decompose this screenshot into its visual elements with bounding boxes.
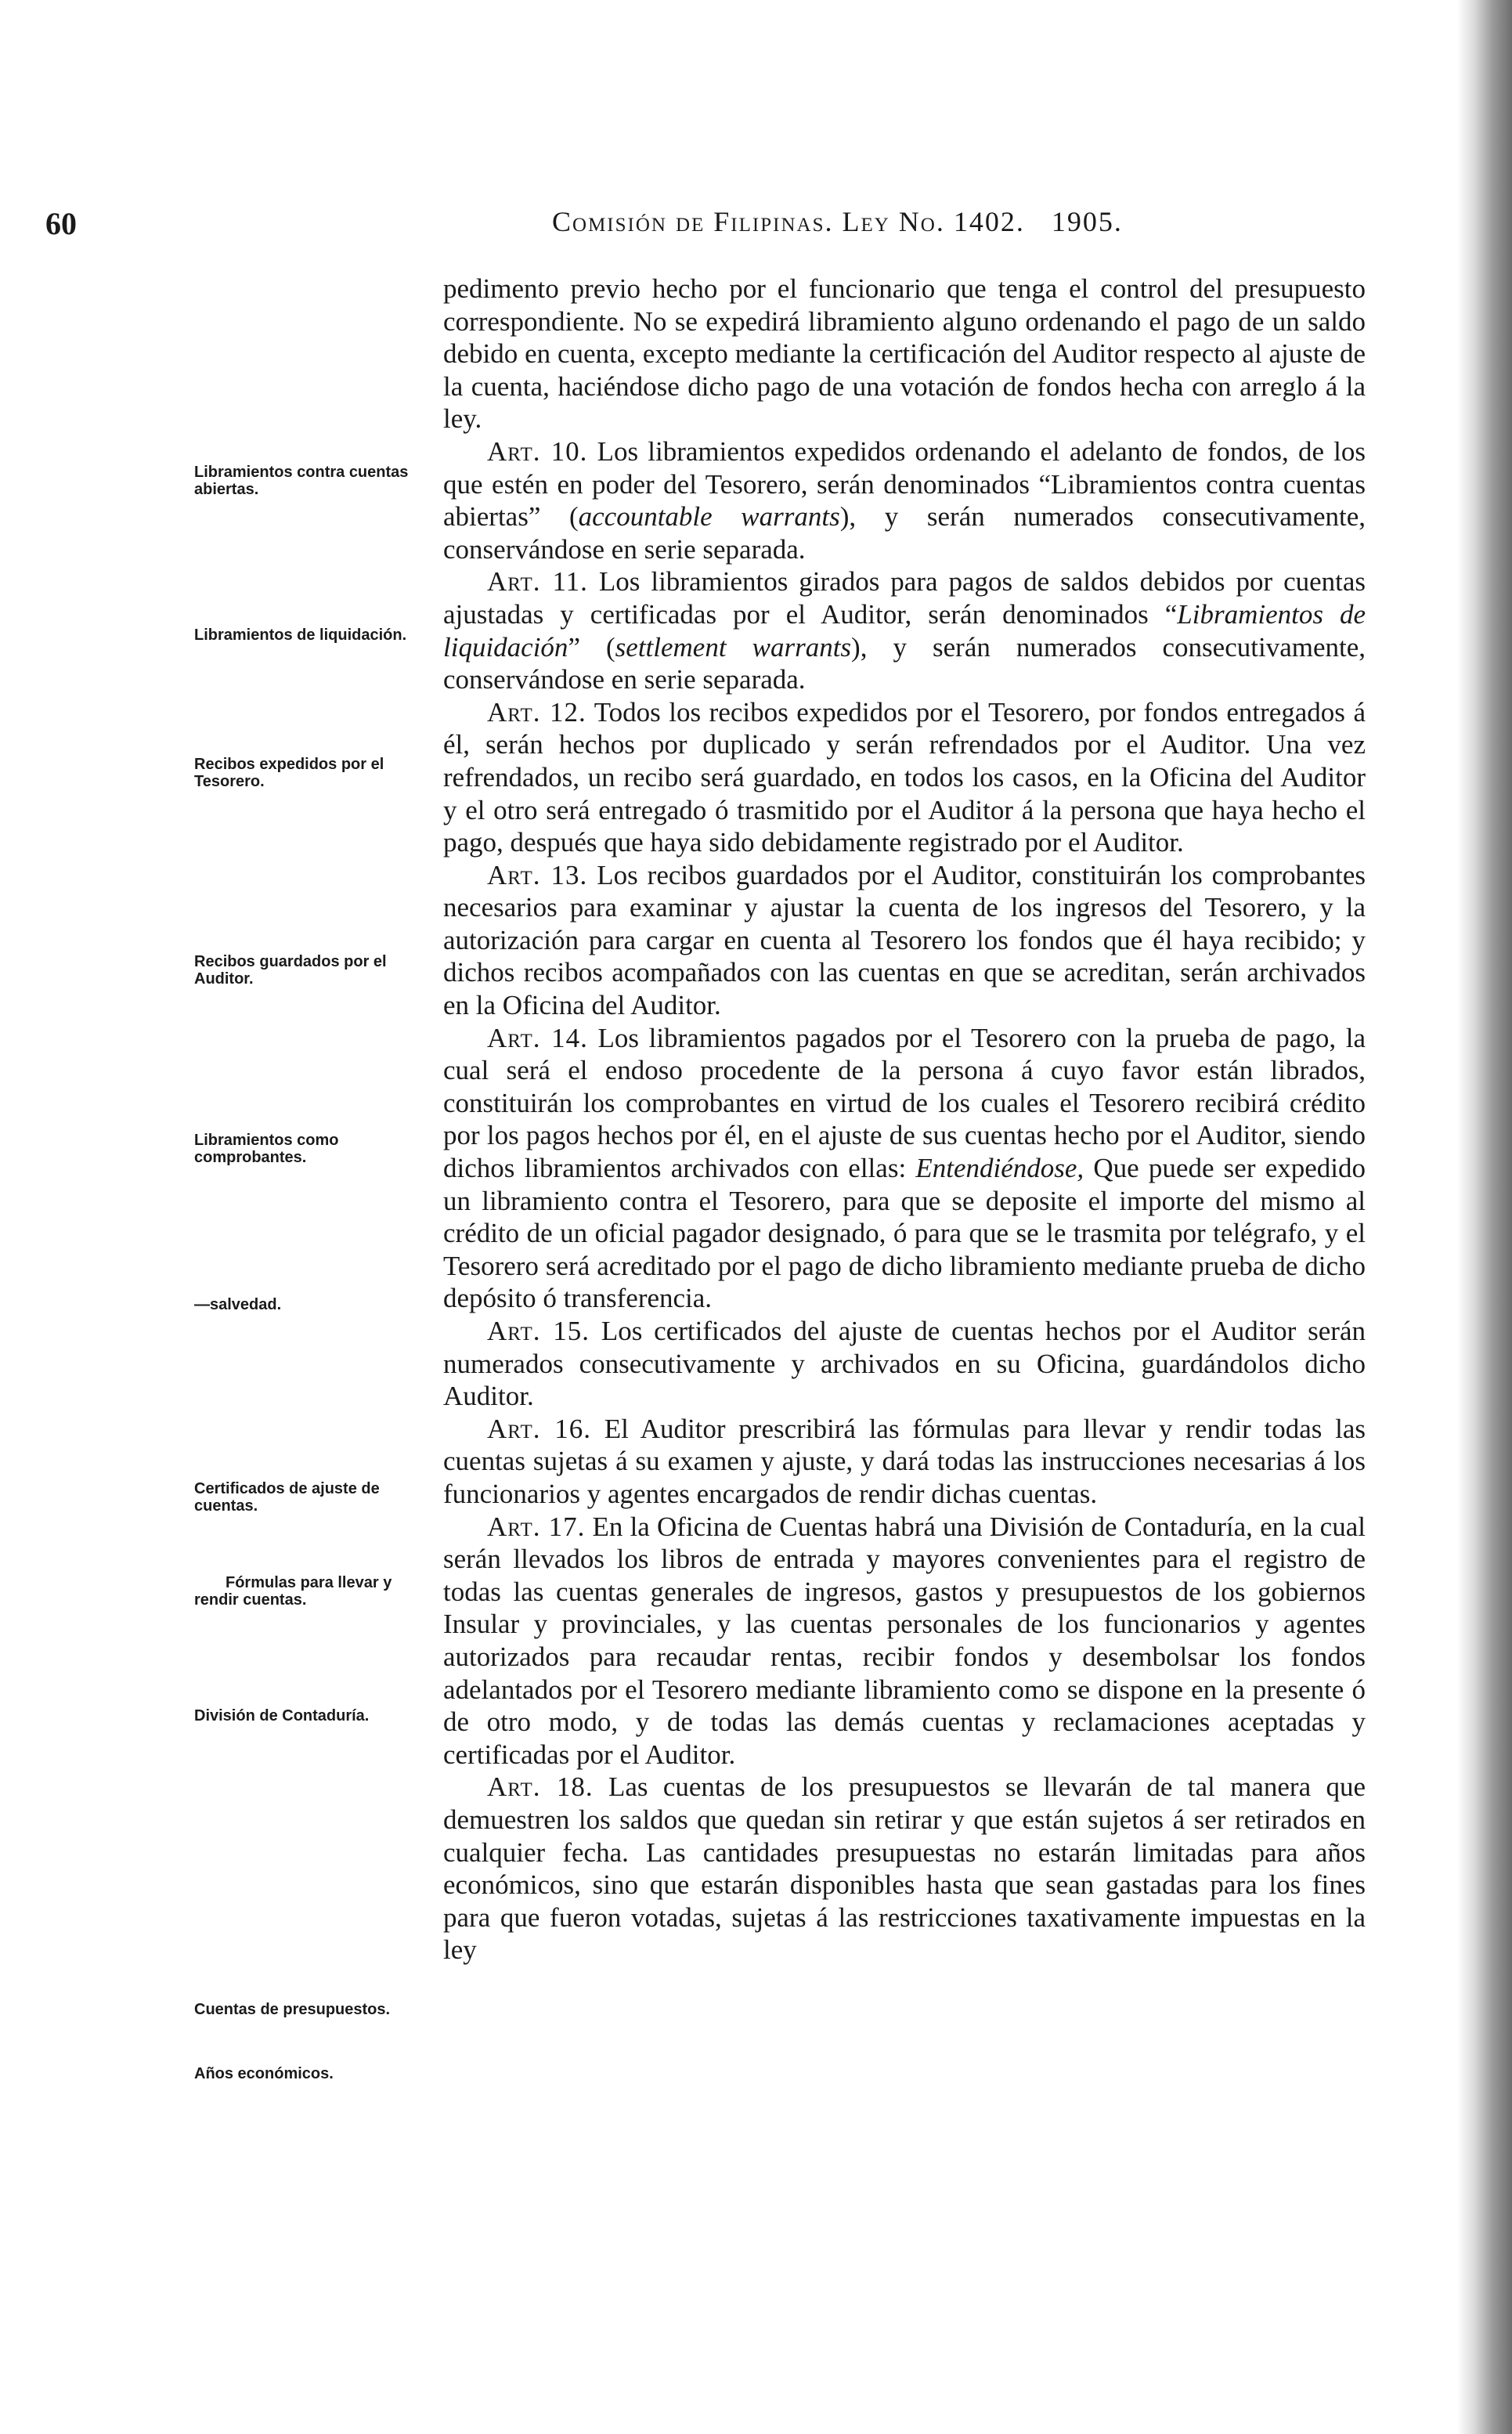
article-11 (443, 565, 1366, 695)
article-label: Art. 10. (487, 435, 588, 467)
italic-term: accountable warrants (578, 501, 840, 533)
page-number: 60 (45, 206, 77, 241)
text-run: ), y serán numerados consecutivamente, conservándose en serie separada. (443, 501, 1366, 565)
article-10 (443, 435, 1366, 565)
text-run: En la Oficina de Cuentas habrá una División de Contaduría, en la cual serán llevados los libros de entrada y mayores convenientes para el registro de todas las cuentas generales de ingresos, gastos y presupuestos de los gobiernos Insular y provinciales, y las cuentas personales de los funcionarios y agentes autorizados para recaudar rentas, recibir fondos y desembolsar los fondos adelantados por el Tesorero mediante libramiento como se dispone en la presente ó de otro modo, y de todas las demás cuentas y reclamaciones aceptadas y certificadas por el Auditor. (443, 1511, 1366, 1770)
article-13 (443, 859, 1366, 1022)
article-label: Art. 18. (487, 1771, 594, 1803)
article-14 (443, 1022, 1366, 1315)
article-label: Art. 11. (487, 566, 588, 598)
text-run: Que puede ser expedido un libramiento contra el Tesorero, para que se deposite el importe del mismo al crédito de un oficial pagador designado, ó para que se le trasmita por telégrafo, y el Tesorero será acreditado por el pago de dicho libramiento mediante prueba de dicho depósito ó transferencia. (443, 1153, 1366, 1314)
running-head-year: 1905. (1051, 206, 1123, 237)
margin-note-libramientos-comprobantes: Libramientos como comprobantes. (194, 1132, 339, 1166)
article-label: Art. 12. (487, 696, 586, 728)
text-run: ), y serán numerados consecutivamente, conservándose en serie separada. (443, 631, 1366, 695)
article-label: Art. 16. (487, 1413, 591, 1444)
margin-note-certificados-ajuste: Certificados de ajuste de cuentas. (194, 1480, 380, 1515)
margin-note-formulas: Fórmulas para llevar y rendir cuentas. (194, 1574, 392, 1609)
article-16 (443, 1413, 1366, 1511)
margin-note-recibos-expedidos: Recibos expedidos por el Tesorero. (194, 756, 384, 790)
article-label: Art. 15. (487, 1316, 590, 1346)
article-label: Art. 13. (487, 859, 588, 890)
margin-note-recibos-guardados: Recibos guardados por el Auditor. (194, 953, 387, 988)
article-label: Art. 14. (487, 1022, 588, 1053)
body-text (443, 273, 1366, 1966)
text-run: Los libramientos expedidos ordenando el adelanto de fondos, de los que estén en poder del Tesorero, serán denominados “Libramientos contra cuentas abiertas” ( (443, 435, 1366, 533)
text-run: Todos los recibos expedidos por el Tesorero, por fondos entregados á él, serán hechos por duplicado y serán refrendados por el Auditor. Una vez refrendados, un recibo será guardado, en todos los casos, en la Oficina del Auditor y el otro será entregado ó trasmitido por el Auditor á la persona que haya hecho el pago, después que haya sido debidamente registrado por el Auditor. (443, 696, 1366, 858)
text-run: El Auditor prescribirá las fórmulas para llevar y rendir todas las cuentas sujetas á su examen y ajuste, y dará todas las instrucciones necesarias á los funcionarios y agentes encargados de rendir dichas cuentas. (443, 1413, 1366, 1509)
running-head (552, 205, 1257, 238)
article-text (443, 1511, 1366, 1770)
article-label: Art. 17. (487, 1511, 586, 1542)
italic-term: Entendiéndose, (915, 1153, 1084, 1184)
article-15 (443, 1315, 1366, 1413)
text-run: Los libramientos girados para pagos de saldos debidos por cuentas ajustadas y certificadas por el Auditor, serán denominados “ (443, 566, 1366, 630)
margin-note-libramientos-liquidacion: Libramientos de liquidación. (194, 627, 407, 644)
margin-note-cuentas-presupuestos: Cuentas de presupuestos. (194, 2001, 391, 2018)
margin-note-division-contaduria: División de Contaduría. (194, 1707, 370, 1724)
scanned-page-edge (1457, 0, 1512, 2434)
article-12 (443, 696, 1366, 859)
running-head-title: Comisión de Filipinas. Ley No. 1402. (552, 206, 1025, 237)
margin-note-salvedad: —salvedad. (194, 1296, 282, 1313)
margin-note-anos-economicos: Años económicos. (194, 2065, 334, 2082)
text-run: Los libramientos pagados por el Tesorero con la prueba de pago, la cual será el endoso procedente de la persona á cuyo favor están librados, constituirán los comprobantes en virtud de los cuales el Tesorero recibirá crédito por los pagos hechos por él, en el ajuste de sus cuentas hecho por el Auditor, siendo dichos libramientos archivados con ellas: (443, 1022, 1366, 1184)
text-run: Los recibos guardados por el Auditor, constituirán los comprobantes necesarios para examinar y ajustar la cuenta de los ingresos del Tesorero, y la autorización para cargar en cuenta al Tesorero los fondos que él haya recibido; y dichos recibos acompañados con las cuentas en que se acreditan, serán archivados en la Oficina del Auditor. (443, 859, 1366, 1021)
article-17 (443, 1511, 1366, 1771)
italic-term: Libramientos de liquidación (443, 598, 1366, 663)
text-run: Los certificados del ajuste de cuentas hechos por el Auditor serán numerados consecutivamente y archivados en su Oficina, guardándolos dicho Auditor. (443, 1316, 1366, 1412)
article-text (443, 1023, 1366, 1314)
margin-note-libramientos-contra-cuentas: Libramientos contra cuentas abiertas. (194, 464, 409, 498)
italic-term: settlement warrants (615, 631, 852, 663)
intro-paragraph: pedimento previo hecho por el funcionario que tenga el control del presupuesto correspondiente. No se expedirá libramiento alguno ordenando el pago de un saldo debido en cuenta, excepto mediante la certificación del Auditor respecto al ajuste de la cuenta, haciéndose dicho pago de una votación de fondos hecha con arreglo á la ley. (443, 273, 1366, 435)
text-run: Las cuentas de los presupuestos se llevarán de tal manera que demuestren los saldos que quedan sin retirar y que están sujetos á ser retirados en cualquier fecha. Las cantidades presupuestas no estarán limitadas para años económicos, sino que estarán disponibles hasta que sean gastadas para los fines para que fueron votadas, sujetas á las restricciones taxativamente impuestas en la ley (443, 1771, 1366, 1966)
article-18 (443, 1771, 1366, 1966)
text-run: ” ( (568, 631, 615, 663)
